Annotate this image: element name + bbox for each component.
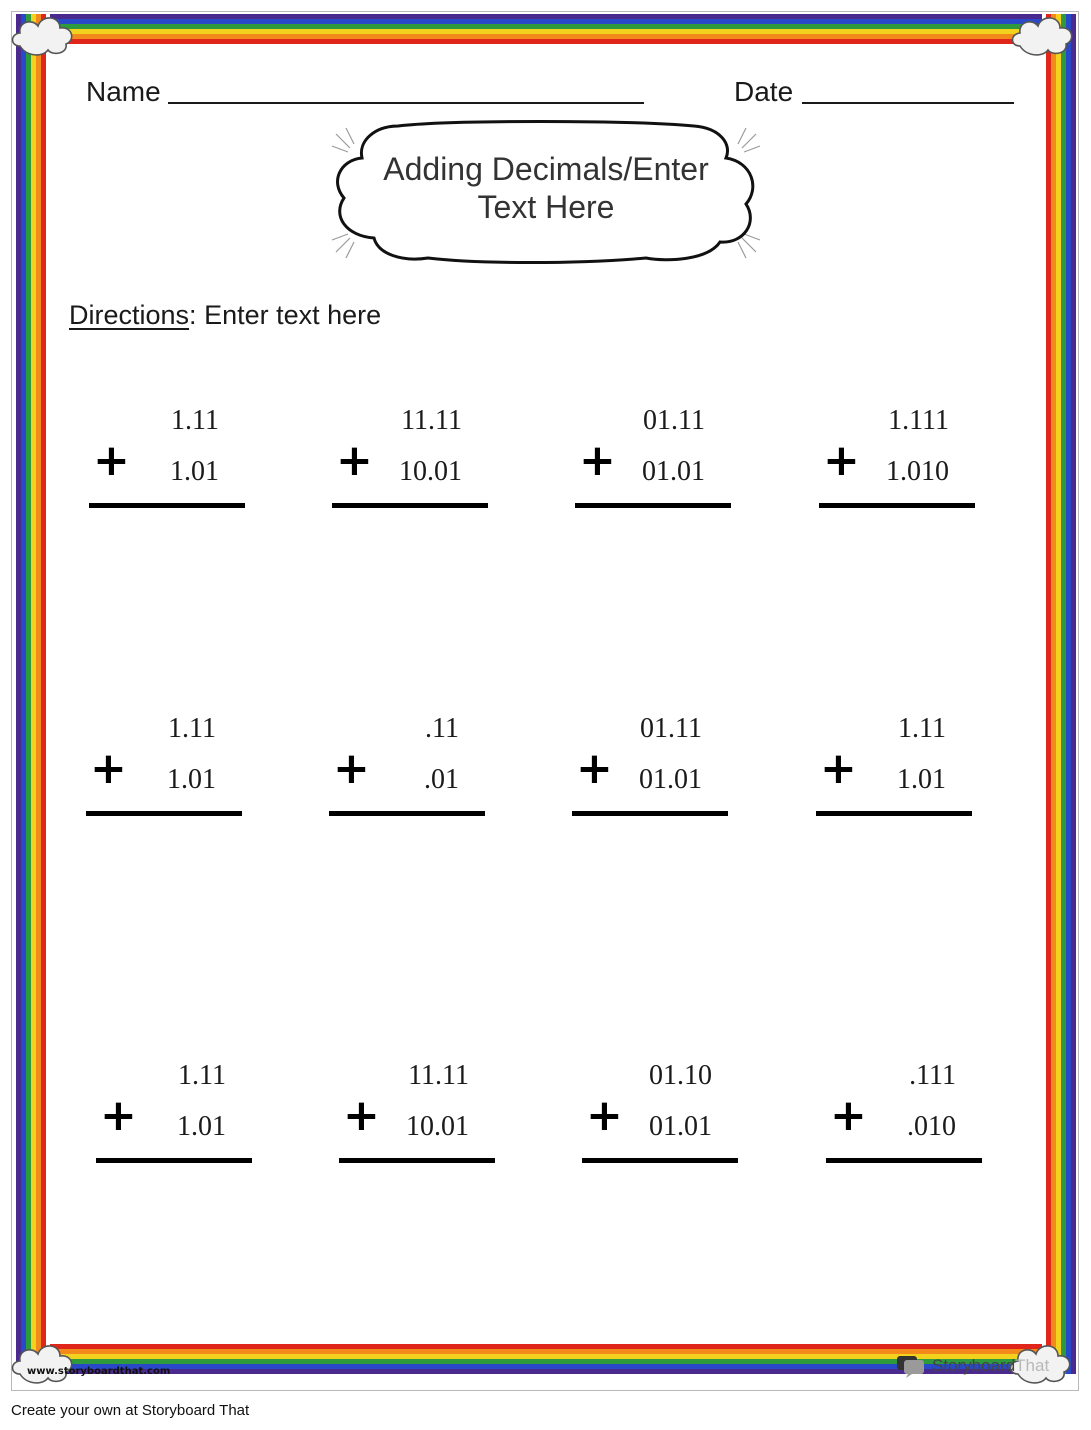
rainbow-border-top — [16, 14, 1076, 48]
name-field-line[interactable] — [168, 102, 644, 104]
plus-icon: + — [336, 435, 373, 486]
speech-bubble-icon — [896, 1354, 926, 1378]
date-label: Date — [734, 76, 794, 107]
directions-text[interactable]: Enter text here — [204, 300, 382, 330]
plus-icon: + — [579, 435, 616, 486]
plus-icon: + — [830, 1090, 867, 1141]
addend-top: 1.11 — [898, 713, 946, 744]
problem-2 — [332, 405, 492, 515]
directions-separator: : — [189, 300, 197, 330]
problem-9 — [96, 1060, 256, 1170]
addend-top: 1.11 — [171, 405, 219, 436]
footer-url[interactable]: www.storyboardthat.com — [27, 1366, 171, 1377]
addend-bottom: 01.01 — [639, 764, 702, 795]
addend-bottom: .010 — [907, 1111, 956, 1142]
answer-line[interactable] — [89, 503, 245, 508]
addend-bottom: 1.01 — [170, 456, 219, 487]
plus-icon: + — [820, 743, 857, 794]
answer-line[interactable] — [826, 1158, 982, 1163]
addend-bottom: .01 — [424, 764, 459, 795]
name-label: Name — [86, 76, 161, 107]
problem-5 — [86, 713, 246, 823]
answer-line[interactable] — [582, 1158, 738, 1163]
plus-icon: + — [333, 743, 370, 794]
addend-top: 1.11 — [168, 713, 216, 744]
rainbow-border-left — [16, 14, 50, 1374]
cloud-corner-icon — [8, 8, 80, 60]
worksheet-title — [328, 150, 764, 226]
plus-icon: + — [90, 743, 127, 794]
answer-line[interactable] — [575, 503, 731, 508]
answer-line[interactable] — [816, 811, 972, 816]
date-field-line[interactable] — [802, 102, 1014, 104]
addend-bottom: 1.01 — [177, 1111, 226, 1142]
storyboardthat-logo[interactable] — [896, 1354, 1049, 1378]
answer-line[interactable] — [819, 503, 975, 508]
answer-line[interactable] — [86, 811, 242, 816]
problem-12 — [826, 1060, 986, 1170]
addend-top: 01.10 — [649, 1060, 712, 1091]
plus-icon: + — [576, 743, 613, 794]
title-line-1: Adding Decimals/Enter — [383, 151, 709, 187]
problem-6 — [329, 713, 489, 823]
addend-top: .11 — [425, 713, 459, 744]
addend-top: 1.111 — [888, 405, 949, 436]
problem-4 — [819, 405, 979, 515]
rainbow-border-right — [1042, 14, 1076, 1374]
directions — [69, 300, 381, 331]
answer-line[interactable] — [572, 811, 728, 816]
addend-top: 01.11 — [643, 405, 705, 436]
footer-caption[interactable]: Create your own at Storyboard That — [11, 1402, 250, 1419]
addend-bottom: 10.01 — [406, 1111, 469, 1142]
answer-line[interactable] — [332, 503, 488, 508]
problem-8 — [816, 713, 976, 823]
plus-icon: + — [100, 1090, 137, 1141]
addend-top: 11.11 — [408, 1060, 469, 1091]
addend-bottom: 1.01 — [897, 764, 946, 795]
logo-text-storyboard: Storyboard — [932, 1356, 1016, 1375]
problem-3 — [575, 405, 735, 515]
addend-top: 1.11 — [178, 1060, 226, 1091]
addend-top: 11.11 — [401, 405, 462, 436]
plus-icon: + — [343, 1090, 380, 1141]
addend-bottom: 01.01 — [642, 456, 705, 487]
cloud-corner-icon — [1008, 8, 1080, 60]
plus-icon: + — [586, 1090, 623, 1141]
plus-icon: + — [823, 435, 860, 486]
problem-10 — [339, 1060, 499, 1170]
addend-bottom: 1.01 — [167, 764, 216, 795]
directions-label: Directions — [69, 300, 190, 330]
addend-bottom: 01.01 — [649, 1111, 712, 1142]
answer-line[interactable] — [96, 1158, 252, 1163]
answer-line[interactable] — [329, 811, 485, 816]
addend-bottom: 1.010 — [886, 456, 949, 487]
answer-line[interactable] — [339, 1158, 495, 1163]
addend-top: .111 — [909, 1060, 956, 1091]
problem-11 — [582, 1060, 742, 1170]
addend-top: 01.11 — [640, 713, 702, 744]
problem-7 — [572, 713, 732, 823]
logo-text-that: That — [1015, 1356, 1050, 1375]
problem-1 — [89, 405, 249, 515]
addend-bottom: 10.01 — [399, 456, 462, 487]
cloud-corner-icon — [8, 1336, 80, 1388]
title-line-2: Text Here — [477, 189, 615, 225]
plus-icon: + — [93, 435, 130, 486]
